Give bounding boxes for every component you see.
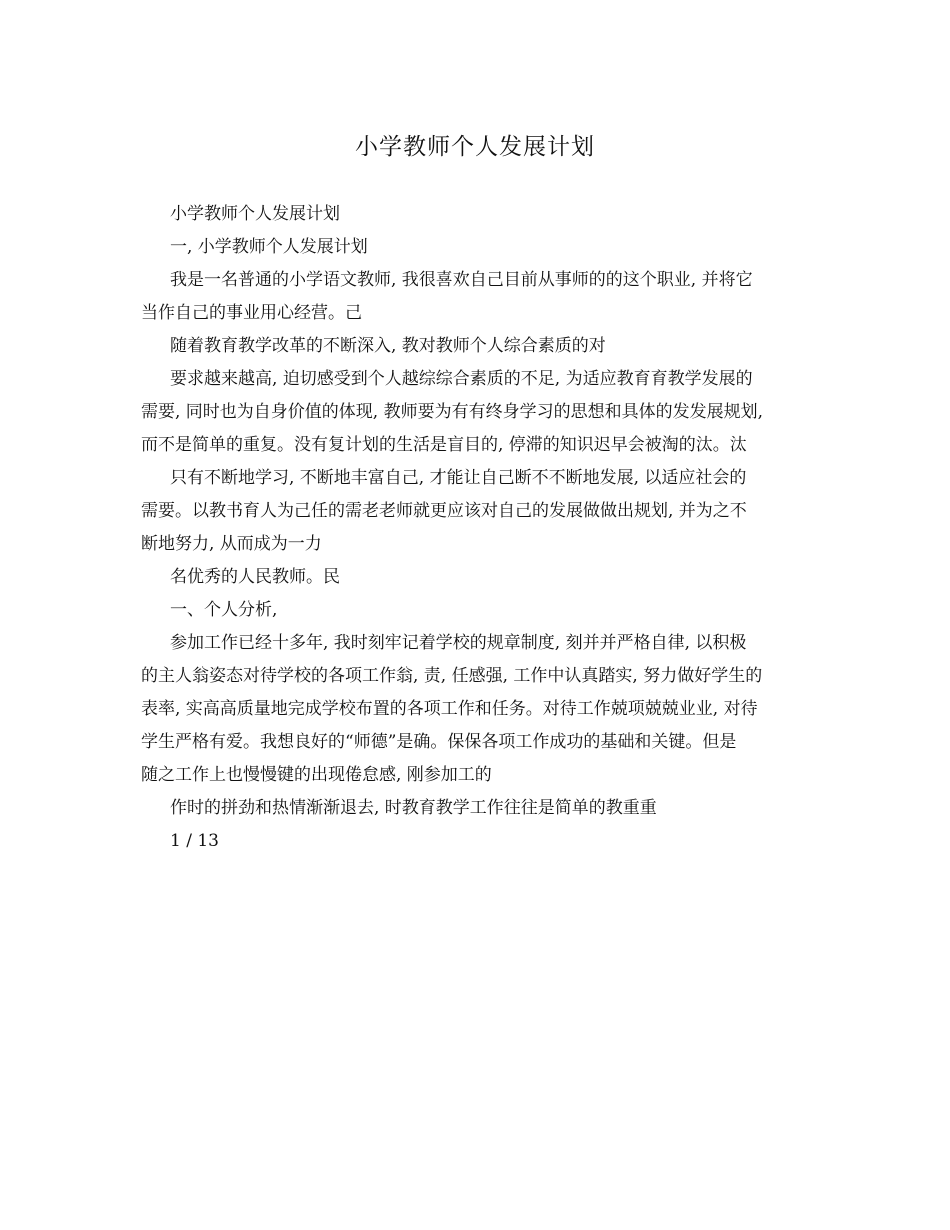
paragraph: [141, 594, 821, 627]
text-line: 名优秀的人民教师。民: [170, 567, 340, 587]
text-line: 而不是简单的重复。没有复计划的生活是盲目的, 停滞的知识迟早会被淘的汰。汰: [141, 435, 747, 455]
text-line: 一、个人分析,: [170, 600, 278, 620]
text-line: 我是一名普通的小学语文教师, 我很喜欢自己目前从事师的的这个职业, 并将它: [170, 270, 753, 290]
paragraph: [141, 561, 821, 594]
paragraph: [141, 363, 821, 462]
text-line: 一, 小学教师个人发展计划: [170, 237, 368, 257]
text-line: 的主人翁姿态对待学校的各项工作翁, 责, 任感强, 工作中认真踏实, 努力做好学生的: [141, 666, 763, 686]
text-line: 随着教育教学改革的不断深入, 教对教师个人综合素质的对: [170, 336, 606, 356]
paragraph: [141, 231, 821, 264]
page-number: 1 / 13: [170, 831, 219, 851]
paragraph: [141, 627, 821, 792]
paragraph: [141, 330, 821, 363]
document-body: [141, 198, 821, 858]
text-line: 作时的拼劲和热情渐渐退去, 时教育教学工作往往是简单的教重重: [170, 798, 657, 818]
paragraph: [141, 792, 821, 825]
text-line: 参加工作已经十多年, 我时刻牢记着学校的规章制度, 刻并并严格自律, 以积极: [170, 633, 747, 653]
paragraph: [141, 198, 821, 231]
paragraph: [141, 264, 821, 330]
text-line: 小学教师个人发展计划: [170, 204, 340, 224]
document-title: 小学教师个人发展计划: [355, 134, 595, 160]
text-line: 需要。以教书育人为己任的需老老师就更应该对自己的发展做做出规划, 并为之不: [141, 501, 747, 521]
text-line: 表率, 实高高质量地完成学校布置的各项工作和任务。对待工作兢项兢兢业业, 对待: [141, 699, 758, 719]
text-line: 当作自己的事业用心经营。己: [141, 303, 362, 323]
text-line: 断地努力, 从而成为一力: [141, 534, 322, 554]
text-line: 只有不断地学习, 不断地丰富自己, 才能让自己断不不断地发展, 以适应社会的: [170, 468, 747, 488]
paragraph: [141, 462, 821, 561]
text-line: 随之工作上也慢慢键的出现倦怠感, 刚参加工的: [141, 765, 492, 785]
text-line: 要求越来越高, 迫切感受到个人越综综合素质的不足, 为适应教育育教学发展的: [170, 369, 753, 389]
text-line: 学生严格有爱。我想良好的“师德”是确。保保各项工作成功的基础和关键。但是: [141, 732, 737, 752]
text-line: 需要, 同时也为自身价值的体现, 教师要为有有终身学习的思想和具体的发发展规划,: [141, 402, 764, 422]
